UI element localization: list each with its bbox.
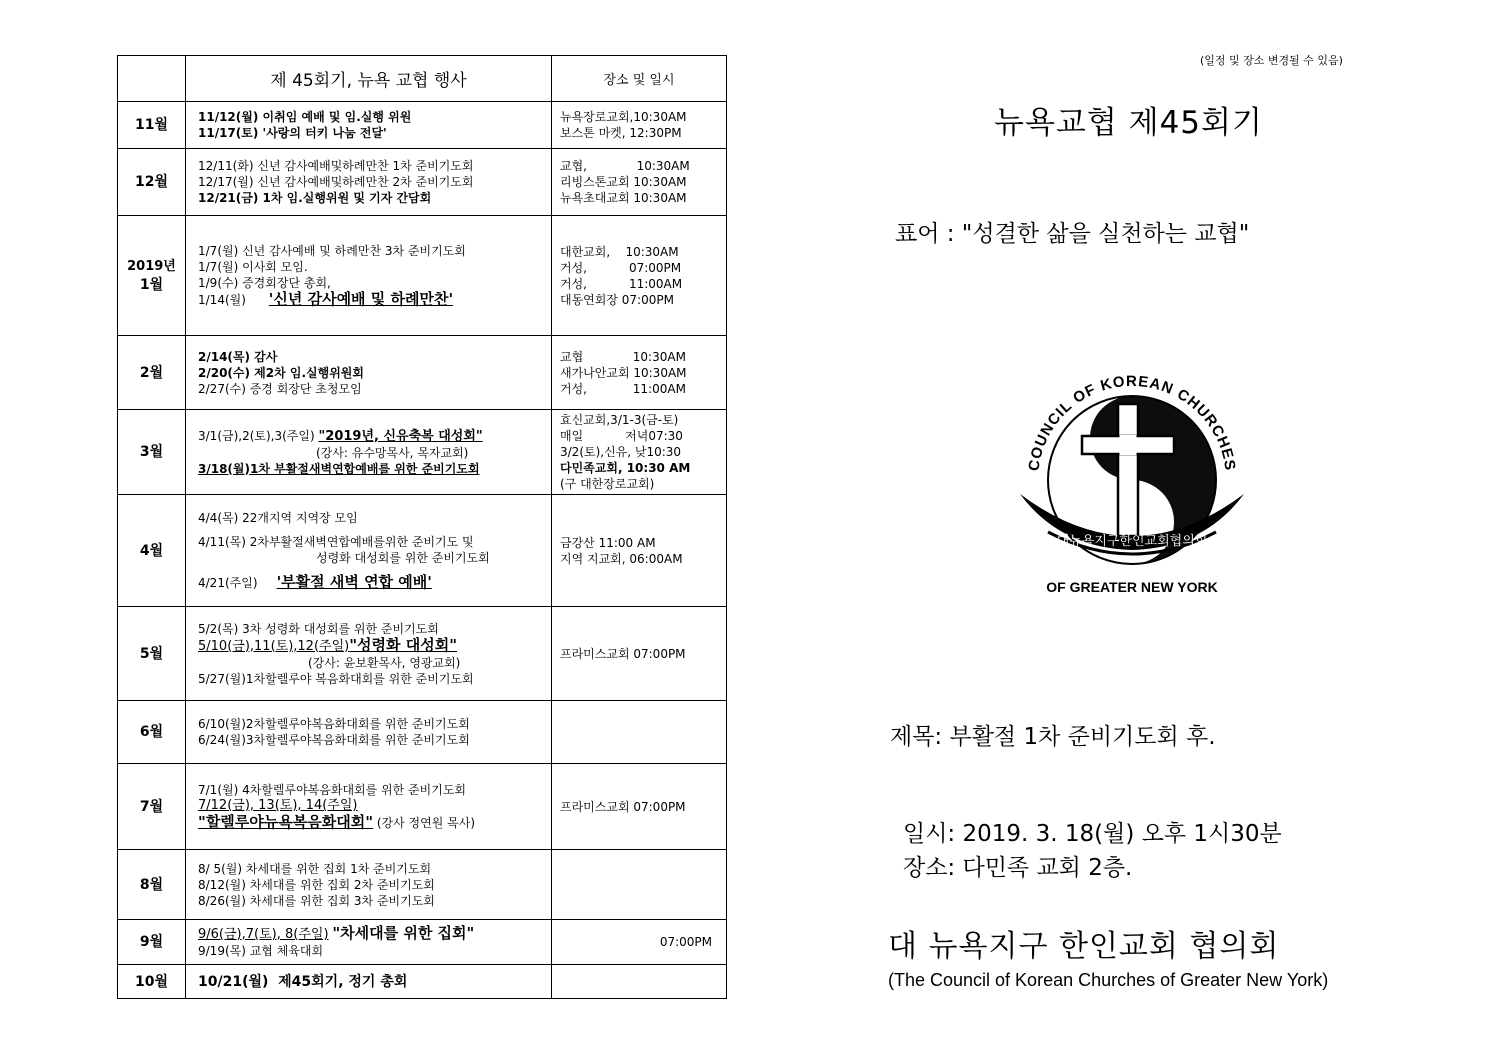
place-line: 거성, 11:00AM [560, 276, 683, 291]
event-cell [186, 764, 552, 850]
place-line: 매일 저녁07:30 [560, 429, 683, 443]
event-highlight: '신년 감사예배 및 하례만찬' [268, 290, 454, 308]
place-line: 지역 지교회, 06:00AM [560, 551, 683, 566]
event-cell [186, 495, 552, 607]
place-cell [552, 216, 727, 336]
logo-bottom-text: OF GREATER NEW YORK [1046, 579, 1218, 595]
place-line: 보스톤 마켓, 12:30PM [560, 126, 682, 140]
table-row [118, 495, 727, 607]
table-row [118, 701, 727, 764]
schedule-table [117, 55, 727, 999]
event-note: (강사 정연원 목사) [376, 816, 475, 830]
place-line: 새가나안교회 10:30AM [560, 365, 687, 380]
event-line: 성령화 대성회를 위한 준비기도회 [316, 551, 490, 565]
place-cell [552, 495, 727, 607]
motto: 표어 : "성결한 삶을 실천하는 교협" [895, 221, 1250, 247]
event-highlight: '부활절 새벽 연합 예배' [276, 573, 432, 591]
table-row [118, 607, 727, 701]
month-cell [118, 216, 186, 336]
event-line [198, 925, 545, 943]
event-line: 3/18(월)1차 부활절새벽연합예배를 위한 준비기도회 [198, 461, 480, 476]
place-line: 07:00PM [659, 935, 712, 949]
meeting-place: 장소: 다민족 교회 2층. [903, 855, 1133, 881]
month-cell: 9월 [118, 920, 186, 965]
place-cell [552, 701, 727, 764]
place-line: 거성, 07:00PM [560, 260, 682, 275]
event-date: 9/6(금),7(토), 8(주일) [198, 927, 329, 942]
event-date: 3/1(금),2(토),3(주일) [198, 428, 315, 443]
spacer [198, 526, 545, 534]
event-cell [186, 102, 552, 149]
month-cell: 5월 [118, 607, 186, 701]
table-row [118, 764, 727, 850]
event-line: 1/7(월) 이사회 모임. [198, 260, 308, 274]
event-line [198, 574, 545, 591]
event-cell [186, 701, 552, 764]
header-place: 장소 및 일시 [552, 56, 727, 102]
table-row [118, 920, 727, 965]
place-line: 거성, 11:00AM [560, 381, 686, 396]
event-date: 1/14(월) [198, 293, 246, 307]
event-line: 8/12(월) 차세대를 위한 집회 2차 준비기도회 [198, 877, 435, 892]
place-line: 대한교회, 10:30AM [560, 244, 679, 259]
place-cell [552, 850, 727, 920]
place-line: 리빙스톤교회 10:30AM [560, 175, 687, 189]
event-line: 10/21(월) 제45회기, 정기 총회 [198, 973, 408, 990]
table-header-row [118, 56, 727, 102]
event-line: 4/4(목) 22개지역 지역장 모임 [198, 511, 358, 525]
event-highlight: "성령화 대성회" [349, 635, 458, 654]
event-line [198, 291, 545, 308]
place-line: 프라미스교회 07:00PM [560, 799, 686, 814]
table-row [118, 216, 727, 336]
event-line: 9/19(목) 교협 체육대회 [198, 944, 324, 958]
table-row [118, 850, 727, 920]
place-line: 뉴욕초대교회 10:30AM [560, 191, 687, 205]
event-line: 12/11(화) 신년 감사예배및하례만찬 1차 준비기도회 [198, 159, 474, 173]
place-line: 뉴욕장로교회,10:30AM [560, 110, 687, 124]
meeting-subject: 제목: 부활절 1차 준비기도회 후. [890, 724, 1216, 750]
event-highlight: "할렐루야뉴욕복음화대회" [198, 813, 374, 831]
event-line: 11/12(월) 이취임 예배 및 임.실행 위원 [198, 110, 412, 124]
header-title: 제 45회기, 뉴욕 교협 행사 [186, 56, 552, 102]
place-cell [552, 149, 727, 216]
place-line: 다민족교회, 10:30 AM [560, 461, 691, 475]
event-date: 4/21(주일) [198, 576, 258, 590]
event-line: 8/ 5(월) 차세대를 위한 집회 1차 준비기도회 [198, 861, 432, 876]
event-line: 4/11(목) 2차부활절새벽연합예배를위한 준비기도 및 [198, 535, 474, 549]
event-line: 1/9(수) 증경회장단 총회, [198, 276, 331, 290]
event-cell [186, 336, 552, 410]
event-line [198, 637, 545, 655]
place-cell [552, 965, 727, 999]
place-cell [552, 410, 727, 495]
place-line: 효신교회,3/1-3(금-토) [560, 413, 679, 427]
event-date: 5/10(금),11(토),12(주일) [198, 638, 350, 654]
meeting-date: 일시: 2019. 3. 18(월) 오후 1시30분 [903, 821, 1282, 847]
event-line: 1/7(월) 신년 감사예배 및 하례만찬 3차 준비기도회 [198, 244, 466, 258]
cross-vertical-icon [1118, 404, 1138, 536]
event-line: 7/1(월) 4차할렐루야복음화대회를 위한 준비기도회 [198, 783, 467, 797]
cross-center [1120, 435, 1137, 455]
event-line: (강사: 유수망목사, 목자교회) [316, 445, 469, 460]
event-line [198, 428, 545, 445]
table-row [118, 410, 727, 495]
event-line: (강사: 윤보환목사, 영광교회) [308, 655, 461, 670]
event-cell [186, 410, 552, 495]
month-cell: 4월 [118, 495, 186, 607]
event-line: 12/21(금) 1차 임.실행위원 및 기자 간담회 [198, 191, 432, 205]
event-line: 6/24(월)3차할렐루야복음화대회를 위한 준비기도회 [198, 733, 470, 747]
place-cell [552, 920, 727, 965]
place-line: (구 대한장로교회) [560, 477, 655, 491]
table-row [118, 336, 727, 410]
logo-arc-text: COUNCIL OF KOREAN CHURCHES [1025, 372, 1239, 473]
event-line: 8/26(월) 차세대를 위한 집회 3차 준비기도회 [198, 893, 435, 908]
organization-english-name: (The Council of Korean Churches of Greater New York) [888, 970, 1329, 990]
event-highlight: "차세대를 위한 집회" [332, 924, 475, 942]
event-line: 6/10(월)2차할렐루야복음화대회를 위한 준비기도회 [198, 717, 470, 731]
event-line: 11/17(토) '사랑의 터키 나눔 전달' [198, 126, 387, 140]
month-cell: 7월 [118, 764, 186, 850]
place-cell [552, 336, 727, 410]
schedule-change-note: (일정 및 장소 변경될 수 있음) [1200, 54, 1343, 67]
event-line: 5/27(월)1차할렐루야 복음화대회를 위한 준비기도회 [198, 671, 474, 686]
place-line: 3/2(토),신유, 낮10:30 [560, 445, 682, 459]
table-row [118, 102, 727, 149]
table-row [118, 965, 727, 999]
event-line: 12/17(월) 신년 감사예배및하례만찬 2차 준비기도회 [198, 175, 474, 189]
table-row [118, 149, 727, 216]
month-cell: 11월 [118, 102, 186, 149]
event-line [198, 814, 545, 831]
place-line: 교협, 10:30AM [560, 159, 690, 173]
page-title: 뉴욕교협 제45회기 [994, 105, 1263, 141]
place-line: 대동연회장 07:00PM [560, 292, 674, 307]
event-cell [186, 149, 552, 216]
event-cell [186, 920, 552, 965]
event-highlight: "2019년, 신유축복 대성회" [318, 428, 483, 444]
header-month-cell [118, 56, 186, 102]
event-cell [186, 850, 552, 920]
place-line: 프라미스교회 07:00PM [560, 646, 686, 661]
place-cell [552, 102, 727, 149]
month-cell: 3월 [118, 410, 186, 495]
event-line: 7/12(금), 13(토), 14(주일) [198, 798, 358, 813]
month-cell: 8월 [118, 850, 186, 920]
month-cell: 12월 [118, 149, 186, 216]
place-cell [552, 764, 727, 850]
month-cell: 2월 [118, 336, 186, 410]
month-year: 2019년 [127, 258, 176, 274]
event-cell [186, 965, 552, 999]
place-cell [552, 607, 727, 701]
logo-korean-text: 대뉴욕지구한인교회협의회 [1056, 534, 1208, 549]
event-line: 5/2(목) 3차 성령화 대성회를 위한 준비기도회 [198, 621, 439, 636]
place-line: 금강산 11:00 AM [560, 535, 656, 550]
event-cell [186, 607, 552, 701]
event-line: 2/20(수) 제2차 임.실행위원회 [198, 365, 364, 380]
month-cell: 6월 [118, 701, 186, 764]
month-label: 1월 [139, 276, 164, 293]
council-logo [1014, 356, 1250, 600]
event-line: 2/27(수) 증경 회장단 초청모임 [198, 381, 362, 396]
month-cell: 10월 [118, 965, 186, 999]
place-line: 교협 10:30AM [560, 349, 686, 364]
event-line: 2/14(목) 감사 [198, 349, 278, 364]
organization-korean-name: 대 뉴욕지구 한인교회 협의회 [888, 929, 1280, 964]
event-cell [186, 216, 552, 336]
